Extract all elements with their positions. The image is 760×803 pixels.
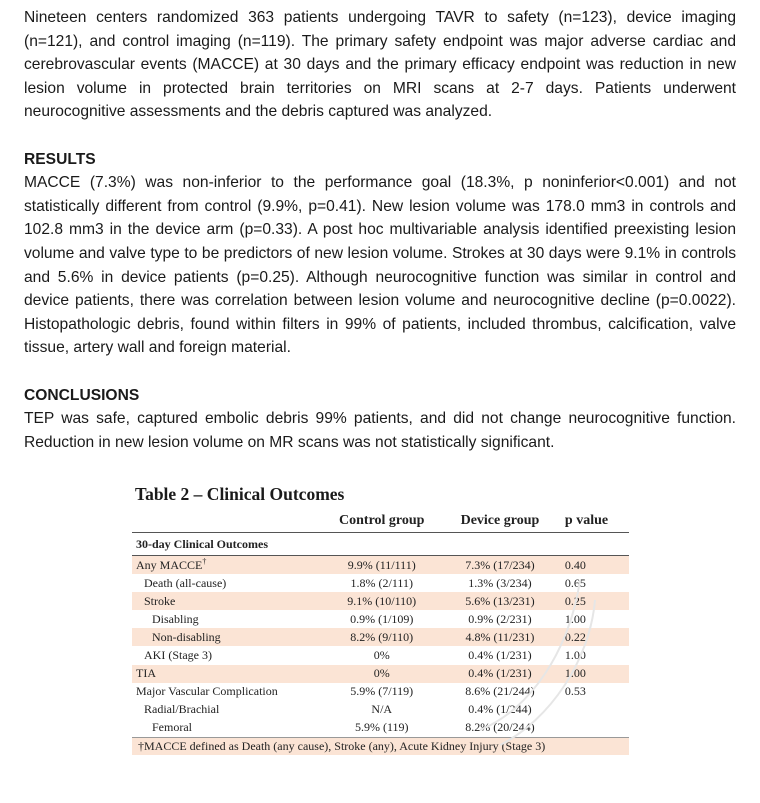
header-control-group: Control group [339, 513, 425, 528]
table-footnote: †MACCE defined as Death (any cause), Stroke (any), Acute Kidney Injury (Stage 3) [132, 737, 629, 755]
header-p-value: p value [564, 513, 609, 528]
row-label-text: Death (all-cause) [144, 575, 227, 590]
section-row [132, 533, 629, 556]
table-header-row [132, 510, 629, 533]
row-label-text: Disabling [152, 611, 199, 626]
table-row [132, 719, 629, 738]
table-row [132, 683, 629, 701]
device-value: 1.3% (3/234) [468, 575, 532, 590]
row-label-text: Radial/Brachial [144, 702, 220, 717]
table-row [132, 646, 629, 664]
row-label [132, 574, 323, 592]
control-value: 0.9% (1/109) [350, 611, 414, 626]
row-label [132, 628, 323, 646]
device-value: 8.6% (21/244) [465, 684, 535, 699]
device-value: 4.8% (11/231) [441, 628, 559, 646]
clinical-outcomes-table-block [132, 482, 629, 755]
device-value: 7.3% (17/234) [441, 556, 559, 575]
control-value: 9.9% (11/111) [323, 556, 441, 575]
p-value [559, 719, 629, 738]
device-value: 8.2% (20/244) [465, 720, 535, 735]
p-value: 0.40 [559, 556, 629, 575]
row-label-text: Stroke [144, 593, 176, 608]
row-label [132, 556, 323, 575]
device-value: 0.4% (1/231) [441, 665, 559, 683]
results-paragraph: MACCE (7.3%) was non-inferior to the performance goal (18.3%, p noninferior<0.001) and not statistically different from control (9.9%, p=0.41). New lesion volume was 178.0 mm3 in controls and 102.8 mm3 in the device arm (p=0.33). A post hoc multivariable analysis identified preexisting lesion volume and valve type to be predictors of new lesion volume. Strokes at 30 days were 9.1% in controls and 5.6% in device patients (p=0.25). Although neurocognitive function was similar in control and device patients, there was correlation between lesion volume and neurocognitive decline (p=0.0022). Histopathologic debris, found within filters in 99% of patients, included thrombus, calcification, valve tissue, artery wall and foreign material. [24, 174, 736, 357]
control-value: 8.2% (9/110) [323, 628, 441, 646]
section-label: 30-day Clinical Outcomes [132, 533, 629, 556]
table-body [132, 533, 629, 755]
table-row [132, 610, 629, 628]
device-value: 5.6% (13/231) [441, 592, 559, 610]
control-value: N/A [371, 702, 393, 717]
row-label-text: Any MACCE [136, 558, 203, 573]
p-value: 1.00 [559, 665, 629, 683]
device-value: 0.9% (2/231) [468, 611, 532, 626]
table-row [132, 701, 629, 719]
p-value: 0.25 [559, 592, 629, 610]
footnote-marker: † [202, 557, 207, 567]
conclusions-heading: CONCLUSIONS [24, 386, 140, 404]
abstract-text [24, 6, 736, 454]
row-label-text: Femoral [152, 720, 192, 735]
row-label-text: TIA [136, 666, 156, 681]
control-value: 0% [323, 665, 441, 683]
device-value: 0.4% (1/231) [468, 648, 532, 663]
table-row [132, 628, 629, 646]
results-heading: RESULTS [24, 150, 96, 168]
row-label [132, 701, 323, 719]
table-row [132, 556, 629, 575]
table-row [132, 574, 629, 592]
p-value: 0.65 [564, 575, 586, 590]
p-value: 1.00 [564, 611, 586, 626]
footnote-row [132, 737, 629, 755]
row-label [132, 592, 323, 610]
methods-paragraph: Nineteen centers randomized 363 patients undergoing TAVR to safety (n=123), device imaging (n=121), and control imaging (n=119). The primary safety endpoint was major adverse cardiac and cerebrovascular events (MACCE) at 30 days and the primary efficacy endpoint was reduction in new lesion volume in protected brain territories on MRI scans at 2-7 days. Patients underwent neurocognitive assessments and the debris captured was analyzed. [24, 9, 736, 121]
header-device-group: Device group [460, 513, 540, 528]
table-row [132, 592, 629, 610]
table-title: Table 2 – Clinical Outcomes [135, 484, 345, 504]
table-row [132, 665, 629, 683]
row-label-text: Major Vascular Complication [136, 684, 278, 699]
control-value: 0% [373, 648, 390, 663]
device-value: 0.4% (1/244) [468, 702, 532, 717]
control-value: 1.8% (2/111) [350, 575, 413, 590]
control-value: 5.9% (119) [354, 720, 409, 735]
p-value [559, 701, 629, 719]
conclusions-paragraph: TEP was safe, captured embolic debris 99% patients, and did not change neurocognitive function. Reduction in new lesion volume on MR scans was not statistically significant. [24, 410, 736, 451]
row-label [132, 719, 323, 738]
p-value: 0.22 [559, 628, 629, 646]
clinical-outcomes-table [132, 510, 629, 755]
control-value: 5.9% (7/119) [350, 684, 414, 699]
row-label [132, 665, 323, 683]
row-label [132, 683, 323, 701]
control-value: 9.1% (10/110) [323, 592, 441, 610]
p-value: 0.53 [564, 684, 586, 699]
row-label [132, 646, 323, 664]
row-label-text: Non-disabling [152, 629, 221, 644]
p-value: 1.00 [564, 648, 586, 663]
row-label [132, 610, 323, 628]
row-label-text: AKI (Stage 3) [144, 648, 212, 663]
